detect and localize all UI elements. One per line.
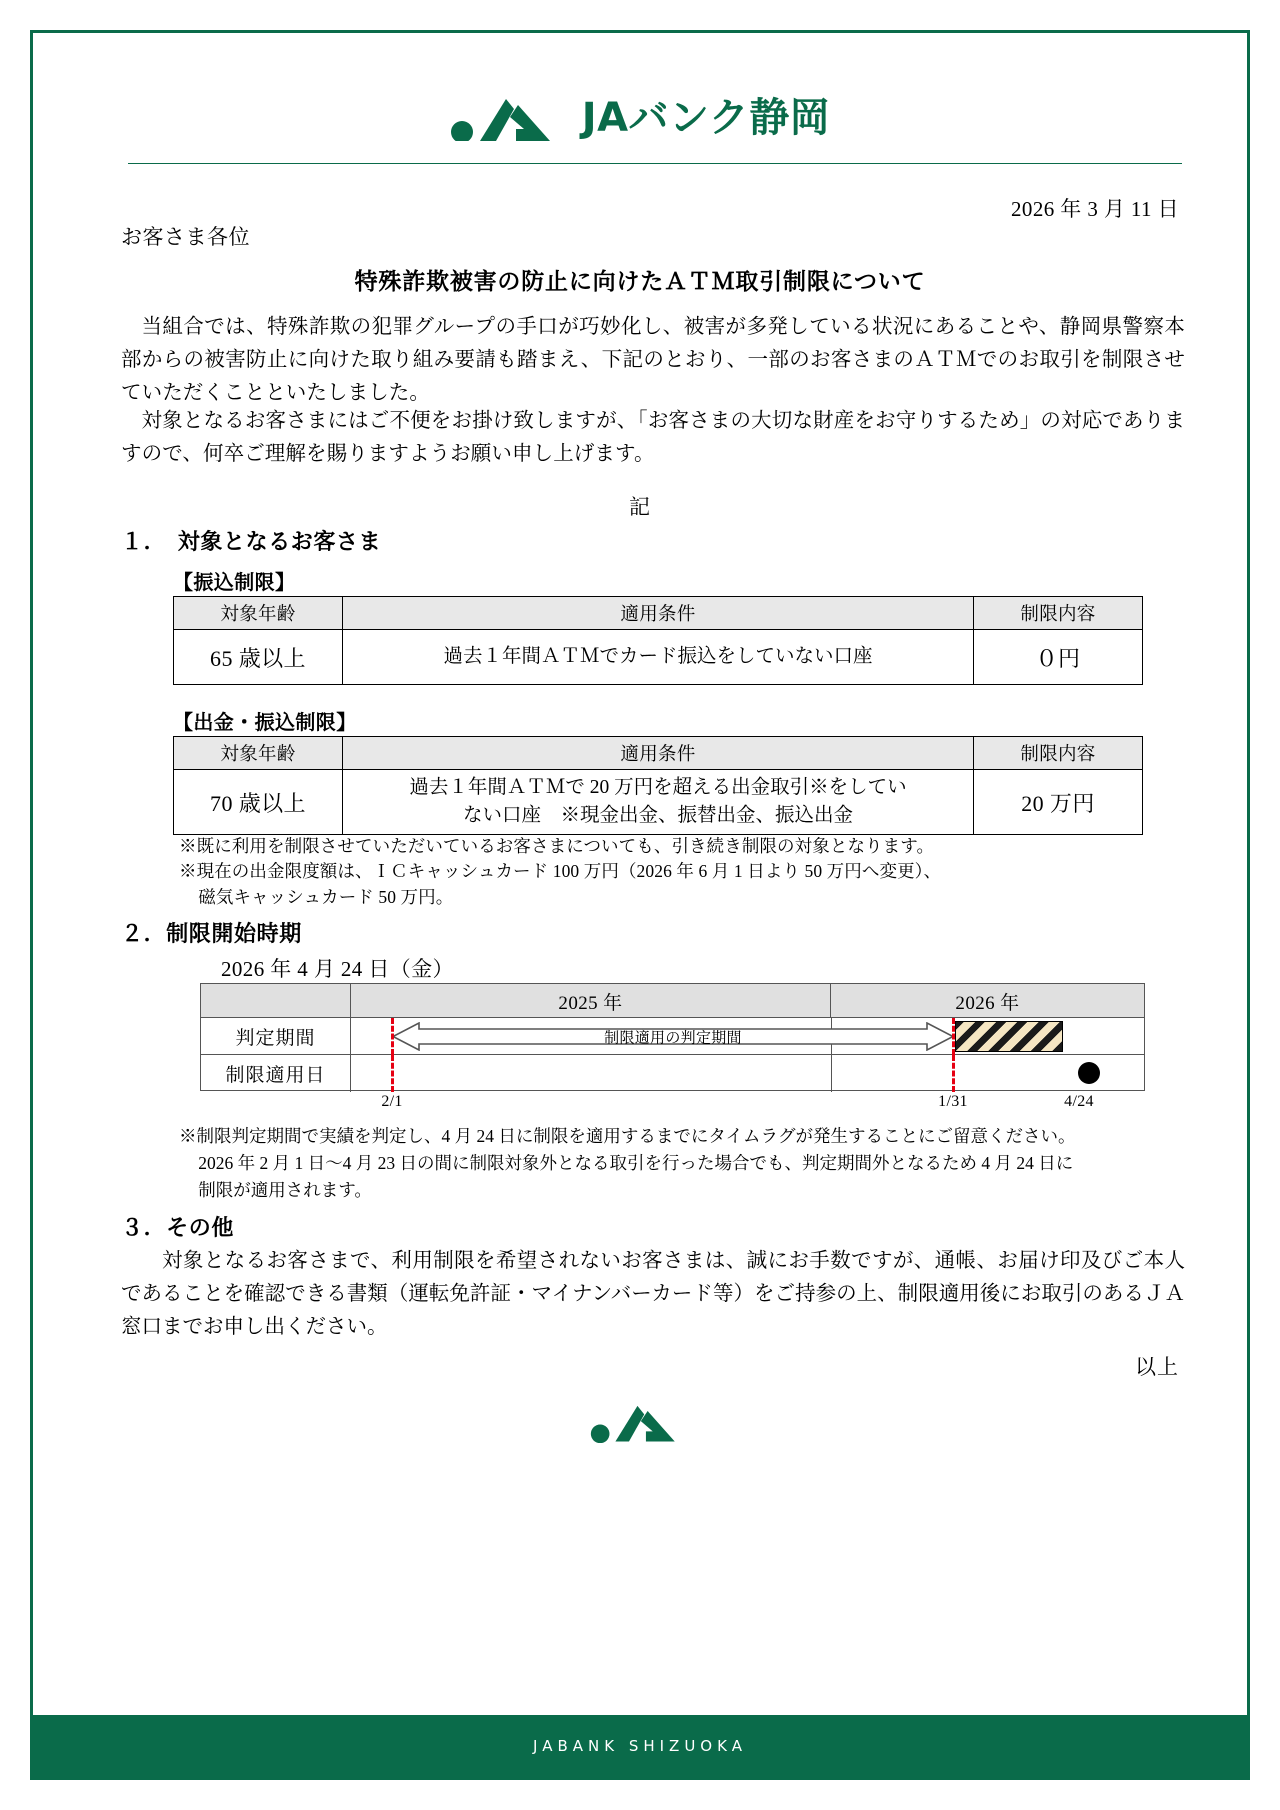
timeline-header-band: [201, 984, 1144, 1018]
hatched-out-of-period-block: [955, 1021, 1063, 1052]
col-header-condition: 適用条件: [343, 737, 974, 770]
application-date-dot: [1078, 1062, 1100, 1084]
cell-limit: 20 万円: [974, 770, 1143, 835]
timeline-year-divider-2: [831, 1055, 832, 1092]
ja-logo-icon: [450, 95, 568, 141]
note-2-line-1: ※現在の出金限度額は、ＩＣキャッシュカード 100 万円（2026 年 6 月 1 日より 50 万円へ変更）、: [179, 861, 942, 881]
tick-4-24: 4/24: [1064, 1093, 1094, 1110]
note-line-1: ※制限判定期間で実績を判定し、4 月 24 日に制限を適用するまでにタイムラグが発生することにご留意ください。: [179, 1126, 1076, 1146]
cell-age: 65 歳以上: [174, 630, 343, 685]
note-line-2: 2026 年 2 月 1 日〜4 月 23 日の間に制限対象外となる取引を行った場合でも、判定期間外となるため 4 月 24 日に: [198, 1153, 1074, 1174]
timeline-row-application-date: [201, 1055, 1144, 1092]
judgement-period-arrow: [393, 1022, 953, 1051]
subheading-withdrawal-transfer-limit: 【出金・振込制限】: [173, 710, 357, 734]
header-divider: [128, 163, 1182, 164]
restriction-start-date: 2026 年 4 月 24 日（金）: [219, 953, 458, 986]
tick-2-1: 2/1: [381, 1093, 403, 1110]
subheading-transfer-limit: 【振込制限】: [173, 570, 296, 594]
condition-line-2: ない口座 ※現金出金、振替出金、振込出金: [462, 805, 853, 826]
cell-limit: ０円: [974, 630, 1143, 685]
col-header-age: 対象年齢: [174, 597, 343, 630]
ki-marker: 記: [629, 495, 651, 519]
table-header-row: [174, 737, 1143, 770]
section-1-note-1: ※既に利用を制限させていただいているお客さまについても、引き続き制限の対象となります。: [179, 836, 935, 856]
timeline-header-2025: 2025 年: [351, 984, 831, 1018]
footer-band: [33, 1715, 1247, 1777]
timeline-tick-labels: [200, 1093, 1145, 1117]
tick-1-31: 1/31: [938, 1093, 968, 1110]
red-marker-1-31-lower: [952, 1055, 955, 1092]
col-header-age: 対象年齢: [174, 737, 343, 770]
timeline-track-1: [351, 1018, 1144, 1054]
row-label-judgement-period: 判定期間: [201, 1018, 351, 1054]
section-1-heading: １． 対象となるお客さま: [121, 530, 382, 555]
ja-logo-icon: [590, 1401, 690, 1443]
intro-paragraph-2: 対象となるお客さまにはご不便をお掛け致しますが、「お客さまの大切な財産をお守りするため」の対応でありますので、何卒ご理解を賜りますようお願い申し上げます。: [121, 410, 1185, 466]
section-1-note-2: [179, 858, 1185, 911]
section-3-paragraph: 対象となるお客さまで、利用制限を希望されないお客さまは、誠にお手数ですが、通帳、お届け印及びご本人であることを確認できる書類（運転免許証・マイナンバーカード等）をご持参の上、制限適用後にお取引のあるＪＡ窓口までお申し出ください。: [121, 1250, 1185, 1339]
addressee: お客さま各位: [121, 225, 250, 249]
arrow-label: 制限適用の判定期間: [604, 1030, 742, 1046]
closing-marker: 以上: [1135, 1355, 1179, 1379]
cell-condition: [343, 770, 974, 835]
note-line-3: 制限が適用されます。: [198, 1180, 372, 1201]
logo-text: JAバンク静岡: [581, 95, 831, 141]
col-header-condition: 適用条件: [343, 597, 974, 630]
table-header-row: [174, 597, 1143, 630]
note-2-line-2: 磁気キャッシュカード 50 万円。: [198, 887, 454, 908]
page-title: 特殊詐欺被害の防止に向けたＡＴＭ取引制限について: [354, 269, 926, 295]
section-3-heading: ３．その他: [121, 1216, 235, 1241]
timeline-track-2: [351, 1055, 1144, 1092]
condition-line-1: 過去１年間ＡＴＭで 20 万円を超える出金取引※をしてい: [409, 776, 907, 798]
cell-condition: 過去１年間ＡＴＭでカード振込をしていない口座: [343, 630, 974, 685]
withdrawal-limit-table: [173, 736, 1143, 835]
red-marker-2-1-lower: [391, 1055, 394, 1092]
intro-paragraph-1: 当組合では、特殊詐欺の犯罪グループの手口が巧妙化し、被害が多発している状況にあることや、静岡県警察本部からの被害防止に向けた取り組み要請も踏まえ、下記のとおり、一部のお客さまのＡＴＭでのお取引を制限させていただくことといたしました。: [121, 316, 1185, 405]
footer-brand-text: JABANK SHIZUOKA: [533, 1737, 747, 1755]
table-row: [174, 630, 1143, 685]
section-2-heading: ２．制限開始時期: [121, 922, 302, 947]
timeline-header-blank: [201, 984, 351, 1018]
col-header-limit: 制限内容: [974, 737, 1143, 770]
timeline-chart: [200, 983, 1145, 1091]
timeline-row-judgement-period: [201, 1018, 1144, 1055]
transfer-limit-table: [173, 596, 1143, 685]
col-header-limit: 制限内容: [974, 597, 1143, 630]
header-logo: [33, 95, 1247, 141]
footer-logo: [33, 1401, 1247, 1443]
section-2-note: [179, 1123, 1185, 1204]
document-page: [30, 30, 1250, 1780]
document-date: 2026 年 3 月 11 日: [1011, 197, 1179, 221]
row-label-application-date: 制限適用日: [201, 1055, 351, 1092]
timeline-header-2026: 2026 年: [955, 992, 1020, 1014]
cell-age: 70 歳以上: [174, 770, 343, 835]
table-row: [174, 770, 1143, 835]
